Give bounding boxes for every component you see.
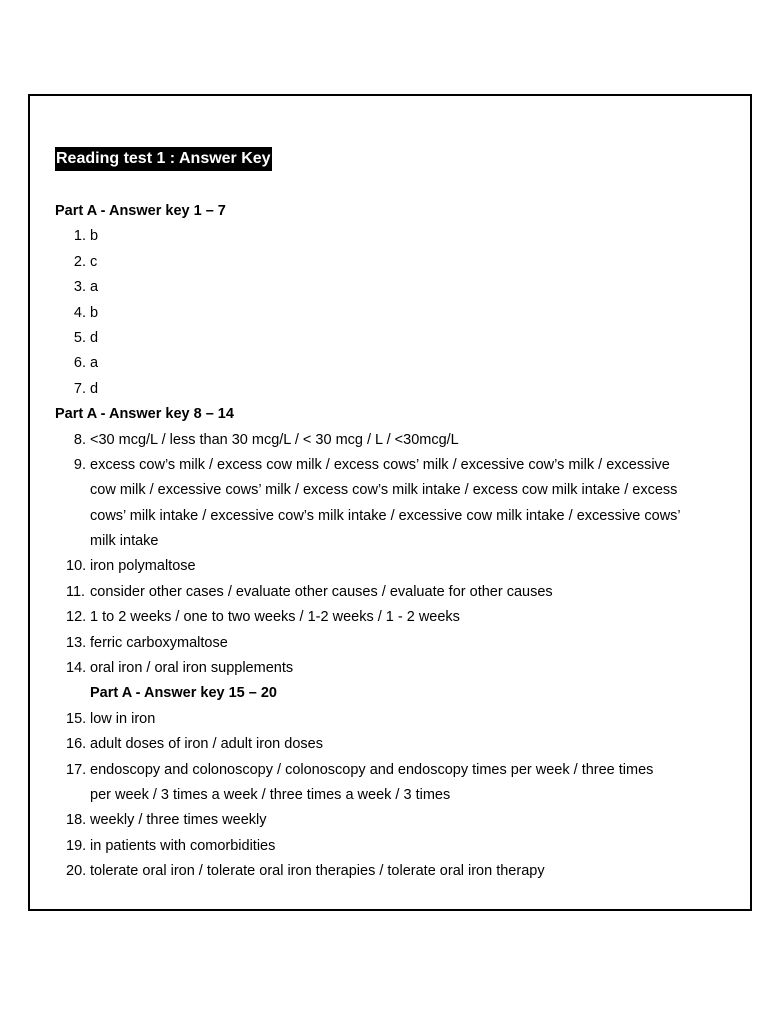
list-item — [0, 631, 768, 656]
item-answer: oral iron / oral iron supplements — [90, 660, 294, 677]
list-item — [0, 834, 768, 859]
item-answer: b — [90, 304, 99, 321]
item-answer: tolerate oral iron / tolerate oral iron therapies / tolerate oral iron therapy — [90, 863, 545, 880]
item-number: 15. — [66, 710, 87, 727]
list-item — [0, 351, 768, 376]
list-item — [0, 605, 768, 630]
item-number: 11. — [66, 583, 86, 600]
item-number: 1. — [73, 228, 86, 245]
item-answer: c — [90, 253, 98, 270]
item-number: 8. — [73, 431, 86, 448]
item-number: 14. — [66, 660, 87, 677]
item-number: 2. — [73, 253, 86, 270]
list-item — [0, 758, 768, 783]
item-number: 6. — [73, 355, 86, 372]
section-heading: Part A - Answer key 15 – 20 — [90, 685, 277, 702]
item-answer: d — [90, 380, 99, 397]
list-item — [0, 808, 768, 833]
section-heading: Part A - Answer key 8 – 14 — [55, 406, 234, 423]
list-item — [0, 656, 768, 681]
list-item — [0, 554, 768, 579]
item-number: 19. — [66, 837, 87, 854]
list-item — [0, 275, 768, 300]
list-item — [0, 224, 768, 249]
list-item — [0, 326, 768, 351]
item-answer: in patients with comorbidities — [90, 837, 276, 854]
item-answer-continuation: cow milk / excessive cows’ milk / excess cow’s milk intake / excess cow milk intake / excess — [90, 482, 678, 499]
item-number: 3. — [73, 279, 86, 296]
page-title: Reading test 1 : Answer Key — [55, 147, 272, 171]
item-answer: d — [90, 329, 99, 346]
list-item — [0, 428, 768, 453]
list-item — [0, 707, 768, 732]
item-number: 16. — [66, 736, 87, 753]
item-answer: a — [90, 279, 99, 296]
item-number: 4. — [73, 304, 86, 321]
item-number: 20. — [66, 863, 87, 880]
item-answer: 1 to 2 weeks / one to two weeks / 1-2 weeks / 1 - 2 weeks — [90, 609, 460, 626]
item-answer: low in iron — [90, 710, 156, 727]
item-answer: weekly / three times weekly — [90, 812, 267, 829]
list-item — [0, 453, 768, 478]
item-answer-continuation: per week / 3 times a week / three times a week / 3 times — [90, 786, 451, 803]
item-answer-continuation: cows’ milk intake / excessive cow’s milk intake / excessive cow milk intake / excessive cows’ — [90, 507, 681, 524]
list-item — [0, 580, 768, 605]
item-number: 13. — [66, 634, 87, 651]
item-number: 17. — [66, 761, 87, 778]
item-number: 9. — [73, 456, 86, 473]
item-answer: excess cow’s milk / excess cow milk / excess cows’ milk / excessive cow’s milk / excessive — [90, 456, 670, 473]
list-item — [0, 732, 768, 757]
item-answer: <30 mcg/L / less than 30 mcg/L / < 30 mcg / L / <30mcg/L — [90, 431, 459, 448]
section-heading: Part A - Answer key 1 – 7 — [55, 203, 226, 219]
item-answer: adult doses of iron / adult iron doses — [90, 736, 323, 753]
list-item — [0, 859, 768, 884]
item-answer: b — [90, 228, 99, 245]
item-number: 10. — [66, 558, 87, 575]
item-answer: ferric carboxymaltose — [90, 634, 228, 651]
list-item — [0, 250, 768, 275]
answer-key-list — [0, 199, 768, 885]
item-answer: a — [90, 355, 99, 372]
item-answer: endoscopy and colonoscopy / colonoscopy and endoscopy times per week / three times — [90, 761, 654, 778]
item-number: 12. — [66, 609, 87, 626]
item-answer: consider other cases / evaluate other causes / evaluate for other causes — [90, 583, 553, 600]
item-number: 7. — [73, 380, 86, 397]
list-item — [0, 377, 768, 402]
list-item — [0, 301, 768, 326]
item-answer: iron polymaltose — [90, 558, 196, 575]
item-number: 18. — [66, 812, 87, 829]
item-number: 5. — [73, 329, 86, 346]
item-answer-continuation: milk intake — [90, 533, 159, 550]
